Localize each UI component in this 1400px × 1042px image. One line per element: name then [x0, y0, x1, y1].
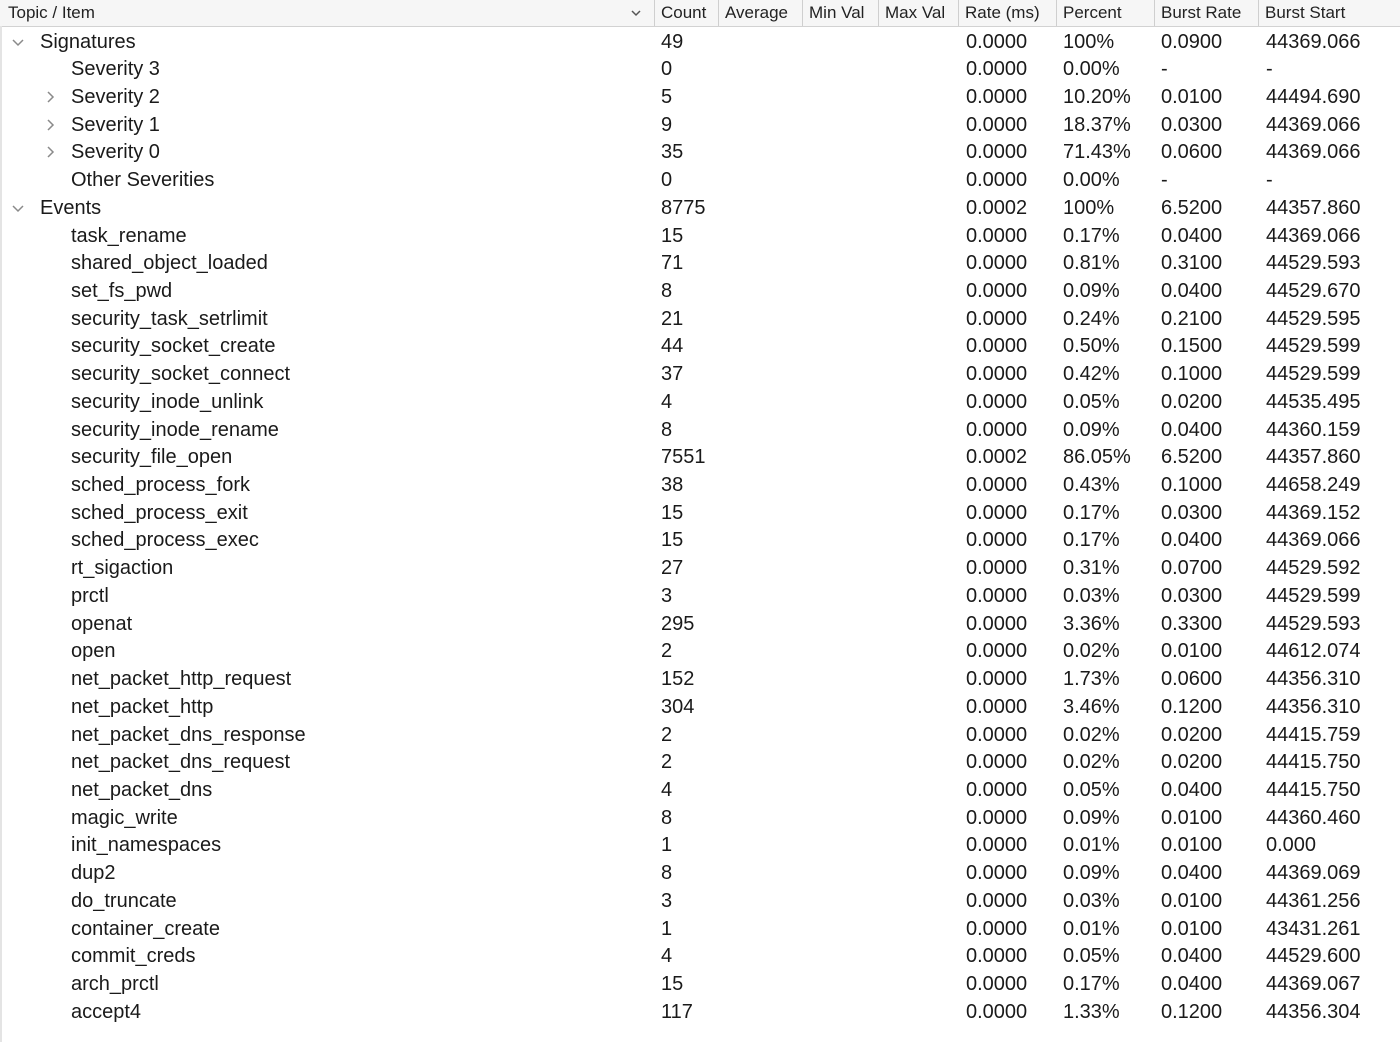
cell-count: 15 — [661, 972, 684, 995]
column-header-burst-rate[interactable] — [1154, 0, 1258, 26]
cell-burst-rate: 0.1200 — [1161, 695, 1223, 718]
table-row[interactable] — [0, 305, 1400, 333]
table-row[interactable] — [0, 915, 1400, 943]
cell-rate: 0.0000 — [966, 834, 1028, 857]
cell-count: 0 — [661, 169, 673, 192]
row-name: security_socket_create — [71, 335, 276, 358]
row-name: net_packet_dns — [71, 778, 213, 801]
cell-count: 9 — [661, 113, 673, 136]
cell-count: 15 — [661, 224, 684, 247]
row-name: Events — [40, 196, 102, 219]
cell-percent: 71.43% — [1063, 141, 1131, 164]
row-name: rt_sigaction — [71, 557, 174, 580]
cell-percent: 86.05% — [1063, 446, 1131, 469]
cell-burst-start: 44415.759 — [1266, 723, 1361, 746]
cell-count: 35 — [661, 141, 684, 164]
cell-rate: 0.0000 — [966, 501, 1028, 524]
cell-percent: 1.33% — [1063, 1000, 1120, 1023]
cell-burst-rate: 0.0300 — [1161, 113, 1223, 136]
table-row[interactable] — [0, 499, 1400, 527]
table-row[interactable] — [0, 471, 1400, 499]
table-row[interactable] — [0, 582, 1400, 610]
cell-rate: 0.0000 — [966, 418, 1028, 441]
table-row[interactable] — [0, 166, 1400, 194]
cell-percent: 0.09% — [1063, 418, 1120, 441]
cell-burst-start: 44529.599 — [1266, 363, 1361, 386]
table-row[interactable] — [0, 998, 1400, 1026]
table-row[interactable] — [0, 194, 1400, 222]
cell-burst-rate: 0.0200 — [1161, 751, 1223, 774]
cell-rate: 0.0000 — [966, 335, 1028, 358]
cell-burst-start: 44535.495 — [1266, 390, 1361, 413]
table-row[interactable] — [0, 748, 1400, 776]
column-header-min-label: Min Val — [809, 3, 865, 22]
table-row[interactable] — [0, 859, 1400, 887]
cell-count: 15 — [661, 529, 684, 552]
cell-count: 1 — [661, 834, 673, 857]
chevron-right-icon[interactable] — [43, 90, 57, 104]
cell-burst-rate: - — [1161, 169, 1168, 192]
cell-burst-rate: 0.0200 — [1161, 723, 1223, 746]
table-row[interactable] — [0, 277, 1400, 305]
row-name: container_create — [71, 917, 220, 940]
cell-count: 44 — [661, 335, 684, 358]
cell-rate: 0.0000 — [966, 224, 1028, 247]
cell-percent: 0.00% — [1063, 58, 1120, 81]
cell-count: 117 — [661, 1000, 693, 1023]
cell-count: 3 — [661, 584, 673, 607]
cell-count: 2 — [661, 640, 673, 663]
row-name: prctl — [71, 584, 109, 607]
cell-rate: 0.0000 — [966, 723, 1028, 746]
row-name: net_packet_http_request — [71, 668, 292, 691]
row-name: accept4 — [71, 1000, 142, 1023]
cell-burst-rate: 0.0400 — [1161, 862, 1223, 885]
cell-burst-start: - — [1266, 169, 1273, 192]
column-header-burst-rate-label: Burst Rate — [1161, 3, 1242, 22]
cell-rate: 0.0000 — [966, 529, 1028, 552]
column-header-count[interactable] — [654, 0, 718, 26]
row-name: sched_process_fork — [71, 474, 250, 497]
cell-percent: 0.17% — [1063, 501, 1120, 524]
cell-count: 27 — [661, 557, 684, 580]
table-row[interactable] — [0, 222, 1400, 250]
column-header-percent-label: Percent — [1063, 3, 1122, 22]
table-row[interactable] — [0, 942, 1400, 970]
cell-count: 295 — [661, 612, 695, 635]
table-row[interactable] — [0, 360, 1400, 388]
cell-rate: 0.0000 — [966, 862, 1028, 885]
cell-burst-rate: 6.5200 — [1161, 196, 1223, 219]
row-name: Severity 0 — [71, 141, 160, 164]
cell-burst-start: 44369.066 — [1266, 529, 1361, 552]
cell-burst-start: 44356.310 — [1266, 695, 1361, 718]
cell-percent: 0.09% — [1063, 279, 1120, 302]
column-header-min[interactable] — [802, 0, 878, 26]
row-name: Severity 3 — [71, 58, 160, 81]
table-row[interactable] — [0, 970, 1400, 998]
row-name: commit_creds — [71, 945, 196, 968]
cell-rate: 0.0000 — [966, 1000, 1028, 1023]
row-name: Signatures — [40, 30, 136, 53]
cell-percent: 0.05% — [1063, 390, 1120, 413]
cell-percent: 0.02% — [1063, 640, 1120, 663]
cell-burst-start: 44360.460 — [1266, 806, 1361, 829]
table-row[interactable] — [0, 388, 1400, 416]
column-header-burst-start[interactable] — [1258, 0, 1400, 26]
cell-rate: 0.0000 — [966, 917, 1028, 940]
table-row[interactable] — [0, 443, 1400, 471]
cell-rate: 0.0000 — [966, 141, 1028, 164]
cell-burst-start: 43431.261 — [1266, 917, 1361, 940]
cell-burst-start: 44357.860 — [1266, 446, 1361, 469]
cell-burst-rate: 0.0400 — [1161, 224, 1223, 247]
cell-percent: 3.36% — [1063, 612, 1120, 635]
table-row[interactable] — [0, 776, 1400, 804]
cell-count: 304 — [661, 695, 695, 718]
cell-rate: 0.0000 — [966, 85, 1028, 108]
cell-count: 8 — [661, 418, 673, 441]
cell-burst-start: 44356.304 — [1266, 1000, 1361, 1023]
cell-percent: 100% — [1063, 196, 1115, 219]
table-row[interactable] — [0, 55, 1400, 83]
chevron-down-icon[interactable] — [11, 201, 25, 215]
table-row[interactable] — [0, 249, 1400, 277]
cell-count: 15 — [661, 501, 684, 524]
column-header-max-label: Max Val — [885, 3, 946, 22]
cell-percent: 0.31% — [1063, 557, 1120, 580]
cell-percent: 0.43% — [1063, 474, 1120, 497]
cell-count: 2 — [661, 723, 673, 746]
table-row[interactable] — [0, 526, 1400, 554]
cell-percent: 0.09% — [1063, 862, 1120, 885]
cell-rate: 0.0000 — [966, 279, 1028, 302]
table-row[interactable] — [0, 637, 1400, 665]
cell-burst-start: 44369.069 — [1266, 862, 1361, 885]
row-name: net_packet_dns_response — [71, 723, 306, 746]
cell-burst-rate: 0.3100 — [1161, 252, 1223, 275]
cell-count: 37 — [661, 363, 684, 386]
cell-rate: 0.0000 — [966, 363, 1028, 386]
column-header-max[interactable] — [878, 0, 958, 26]
cell-count: 1 — [661, 917, 673, 940]
column-header-topic-label: Topic / Item — [8, 3, 95, 22]
cell-burst-start: 44529.593 — [1266, 612, 1361, 635]
row-name: security_socket_connect — [71, 363, 291, 386]
cell-burst-rate: 0.3300 — [1161, 612, 1223, 635]
column-header-average[interactable] — [718, 0, 802, 26]
cell-burst-start: 44360.159 — [1266, 418, 1361, 441]
cell-burst-start: 44369.066 — [1266, 30, 1361, 53]
row-name: sched_process_exit — [71, 501, 248, 524]
cell-rate: 0.0000 — [966, 474, 1028, 497]
cell-rate: 0.0000 — [966, 30, 1028, 53]
cell-burst-rate: 0.0400 — [1161, 945, 1223, 968]
cell-burst-start: 44529.600 — [1266, 945, 1361, 968]
cell-burst-start: 44369.066 — [1266, 224, 1361, 247]
cell-burst-rate: 0.1000 — [1161, 363, 1223, 386]
row-name: set_fs_pwd — [71, 279, 173, 302]
cell-burst-start: 44369.066 — [1266, 141, 1361, 164]
cell-percent: 0.09% — [1063, 806, 1120, 829]
cell-count: 38 — [661, 474, 684, 497]
cell-percent: 18.37% — [1063, 113, 1131, 136]
cell-burst-start: 44658.249 — [1266, 474, 1361, 497]
row-name: arch_prctl — [71, 972, 159, 995]
chevron-down-icon[interactable] — [630, 7, 642, 19]
table-row[interactable] — [0, 721, 1400, 749]
cell-burst-rate: 0.0400 — [1161, 418, 1223, 441]
table-row[interactable] — [0, 887, 1400, 915]
row-name: net_packet_http — [71, 695, 214, 718]
row-name: security_inode_unlink — [71, 390, 264, 413]
cell-burst-rate: 0.0100 — [1161, 834, 1223, 857]
cell-rate: 0.0000 — [966, 612, 1028, 635]
cell-count: 8 — [661, 806, 673, 829]
cell-percent: 0.42% — [1063, 363, 1120, 386]
cell-percent: 0.05% — [1063, 778, 1120, 801]
cell-count: 49 — [661, 30, 684, 53]
cell-percent: 0.00% — [1063, 169, 1120, 192]
cell-percent: 0.17% — [1063, 972, 1120, 995]
cell-burst-start: 44361.256 — [1266, 889, 1361, 912]
cell-percent: 0.01% — [1063, 834, 1120, 857]
cell-count: 4 — [661, 945, 673, 968]
cell-burst-start: 44369.067 — [1266, 972, 1361, 995]
cell-percent: 3.46% — [1063, 695, 1120, 718]
cell-rate: 0.0000 — [966, 945, 1028, 968]
cell-count: 8 — [661, 279, 673, 302]
cell-count: 4 — [661, 390, 673, 413]
cell-burst-rate: 0.1200 — [1161, 1000, 1223, 1023]
cell-percent: 0.50% — [1063, 335, 1120, 358]
row-name: security_file_open — [71, 446, 233, 469]
cell-burst-rate: 0.1500 — [1161, 335, 1223, 358]
cell-percent: 0.17% — [1063, 224, 1120, 247]
cell-count: 3 — [661, 889, 673, 912]
cell-burst-rate: 0.0600 — [1161, 141, 1223, 164]
cell-burst-rate: 0.0400 — [1161, 529, 1223, 552]
cell-burst-rate: 0.0100 — [1161, 889, 1223, 912]
cell-count: 152 — [661, 668, 695, 691]
row-name: shared_object_loaded — [71, 252, 268, 275]
cell-percent: 0.02% — [1063, 751, 1120, 774]
cell-count: 4 — [661, 778, 673, 801]
cell-rate: 0.0000 — [966, 695, 1028, 718]
table-row[interactable] — [0, 693, 1400, 721]
cell-burst-rate: 0.0300 — [1161, 584, 1223, 607]
cell-burst-rate: 0.0400 — [1161, 279, 1223, 302]
cell-percent: 0.17% — [1063, 529, 1120, 552]
column-header-rate[interactable] — [958, 0, 1056, 26]
cell-percent: 100% — [1063, 30, 1115, 53]
column-header-count-label: Count — [661, 3, 707, 22]
cell-burst-rate: 0.0300 — [1161, 501, 1223, 524]
chevron-right-icon[interactable] — [43, 118, 57, 132]
row-name: init_namespaces — [71, 834, 222, 857]
row-name: magic_write — [71, 806, 178, 829]
cell-percent: 0.01% — [1063, 917, 1120, 940]
cell-burst-start: 44357.860 — [1266, 196, 1361, 219]
cell-count: 2 — [661, 751, 673, 774]
table-row[interactable] — [0, 111, 1400, 139]
cell-rate: 0.0000 — [966, 889, 1028, 912]
cell-burst-rate: 0.2100 — [1161, 307, 1223, 330]
cell-rate: 0.0000 — [966, 806, 1028, 829]
table-row[interactable] — [0, 28, 1400, 56]
cell-rate: 0.0000 — [966, 668, 1028, 691]
cell-count: 8775 — [661, 196, 706, 219]
cell-burst-start: 44369.066 — [1266, 113, 1361, 136]
cell-rate: 0.0000 — [966, 252, 1028, 275]
cell-percent: 0.81% — [1063, 252, 1120, 275]
table-row[interactable] — [0, 83, 1400, 111]
row-name: task_rename — [71, 224, 187, 247]
cell-count: 71 — [661, 252, 684, 275]
table-row[interactable] — [0, 332, 1400, 360]
cell-burst-rate: 0.0600 — [1161, 668, 1223, 691]
cell-burst-rate: 0.0100 — [1161, 806, 1223, 829]
cell-burst-rate: 0.0400 — [1161, 972, 1223, 995]
cell-percent: 0.02% — [1063, 723, 1120, 746]
cell-burst-rate: 0.1000 — [1161, 474, 1223, 497]
cell-rate: 0.0000 — [966, 169, 1028, 192]
cell-percent: 0.24% — [1063, 307, 1120, 330]
cell-burst-start: 44529.599 — [1266, 335, 1361, 358]
row-name: dup2 — [71, 862, 116, 885]
cell-percent: 0.03% — [1063, 889, 1120, 912]
column-header-topic[interactable] — [2, 0, 652, 26]
chevron-right-icon[interactable] — [43, 145, 57, 159]
cell-rate: 0.0000 — [966, 58, 1028, 81]
cell-count: 8 — [661, 862, 673, 885]
cell-burst-start: - — [1266, 58, 1273, 81]
cell-count: 7551 — [661, 446, 706, 469]
cell-burst-start: 44369.152 — [1266, 501, 1361, 524]
cell-burst-start: 44529.592 — [1266, 557, 1361, 580]
cell-percent: 10.20% — [1063, 85, 1131, 108]
row-name: do_truncate — [71, 889, 177, 912]
table-row[interactable] — [0, 416, 1400, 444]
table-row[interactable] — [0, 665, 1400, 693]
cell-rate: 0.0000 — [966, 584, 1028, 607]
cell-burst-rate: - — [1161, 58, 1168, 81]
cell-burst-rate: 0.0200 — [1161, 390, 1223, 413]
cell-burst-start: 44415.750 — [1266, 751, 1361, 774]
table-row[interactable] — [0, 610, 1400, 638]
cell-count: 5 — [661, 85, 673, 108]
chevron-down-icon[interactable] — [11, 35, 25, 49]
cell-rate: 0.0000 — [966, 972, 1028, 995]
row-name: security_inode_rename — [71, 418, 279, 441]
cell-burst-start: 44494.690 — [1266, 85, 1361, 108]
row-name: openat — [71, 612, 133, 635]
cell-burst-rate: 0.0700 — [1161, 557, 1223, 580]
table-header — [0, 0, 1400, 27]
cell-burst-rate: 0.0900 — [1161, 30, 1223, 53]
cell-burst-rate: 0.0400 — [1161, 778, 1223, 801]
cell-rate: 0.0000 — [966, 557, 1028, 580]
cell-rate: 0.0000 — [966, 778, 1028, 801]
column-header-average-label: Average — [725, 3, 789, 22]
row-name: open — [71, 640, 116, 663]
cell-burst-rate: 0.0100 — [1161, 640, 1223, 663]
cell-rate: 0.0002 — [966, 196, 1028, 219]
table-row[interactable] — [0, 554, 1400, 582]
cell-burst-start: 44356.310 — [1266, 668, 1361, 691]
cell-burst-start: 44415.750 — [1266, 778, 1361, 801]
table-row[interactable] — [0, 804, 1400, 832]
row-name: net_packet_dns_request — [71, 751, 291, 774]
row-name: Severity 1 — [71, 113, 160, 136]
cell-burst-rate: 6.5200 — [1161, 446, 1223, 469]
cell-rate: 0.0000 — [966, 390, 1028, 413]
column-header-burst-start-label: Burst Start — [1265, 3, 1346, 22]
cell-count: 21 — [661, 307, 684, 330]
cell-rate: 0.0000 — [966, 307, 1028, 330]
cell-count: 0 — [661, 58, 673, 81]
cell-rate: 0.0002 — [966, 446, 1028, 469]
cell-burst-start: 44529.595 — [1266, 307, 1361, 330]
cell-percent: 0.03% — [1063, 584, 1120, 607]
cell-burst-rate: 0.0100 — [1161, 917, 1223, 940]
cell-percent: 1.73% — [1063, 668, 1120, 691]
cell-burst-start: 0.000 — [1266, 834, 1317, 857]
column-header-percent[interactable] — [1056, 0, 1154, 26]
table-row[interactable] — [0, 831, 1400, 859]
row-name: Other Severities — [71, 169, 215, 192]
cell-burst-start: 44529.670 — [1266, 279, 1361, 302]
cell-rate: 0.0000 — [966, 640, 1028, 663]
cell-rate: 0.0000 — [966, 113, 1028, 136]
cell-burst-rate: 0.0100 — [1161, 85, 1223, 108]
cell-burst-start: 44529.599 — [1266, 584, 1361, 607]
row-name: Severity 2 — [71, 85, 160, 108]
row-name: sched_process_exec — [71, 529, 259, 552]
row-name: security_task_setrlimit — [71, 307, 268, 330]
cell-percent: 0.05% — [1063, 945, 1120, 968]
cell-burst-start: 44529.593 — [1266, 252, 1361, 275]
cell-burst-start: 44612.074 — [1266, 640, 1361, 663]
table-row[interactable] — [0, 138, 1400, 166]
cell-rate: 0.0000 — [966, 751, 1028, 774]
column-header-rate-label: Rate (ms) — [965, 3, 1040, 22]
